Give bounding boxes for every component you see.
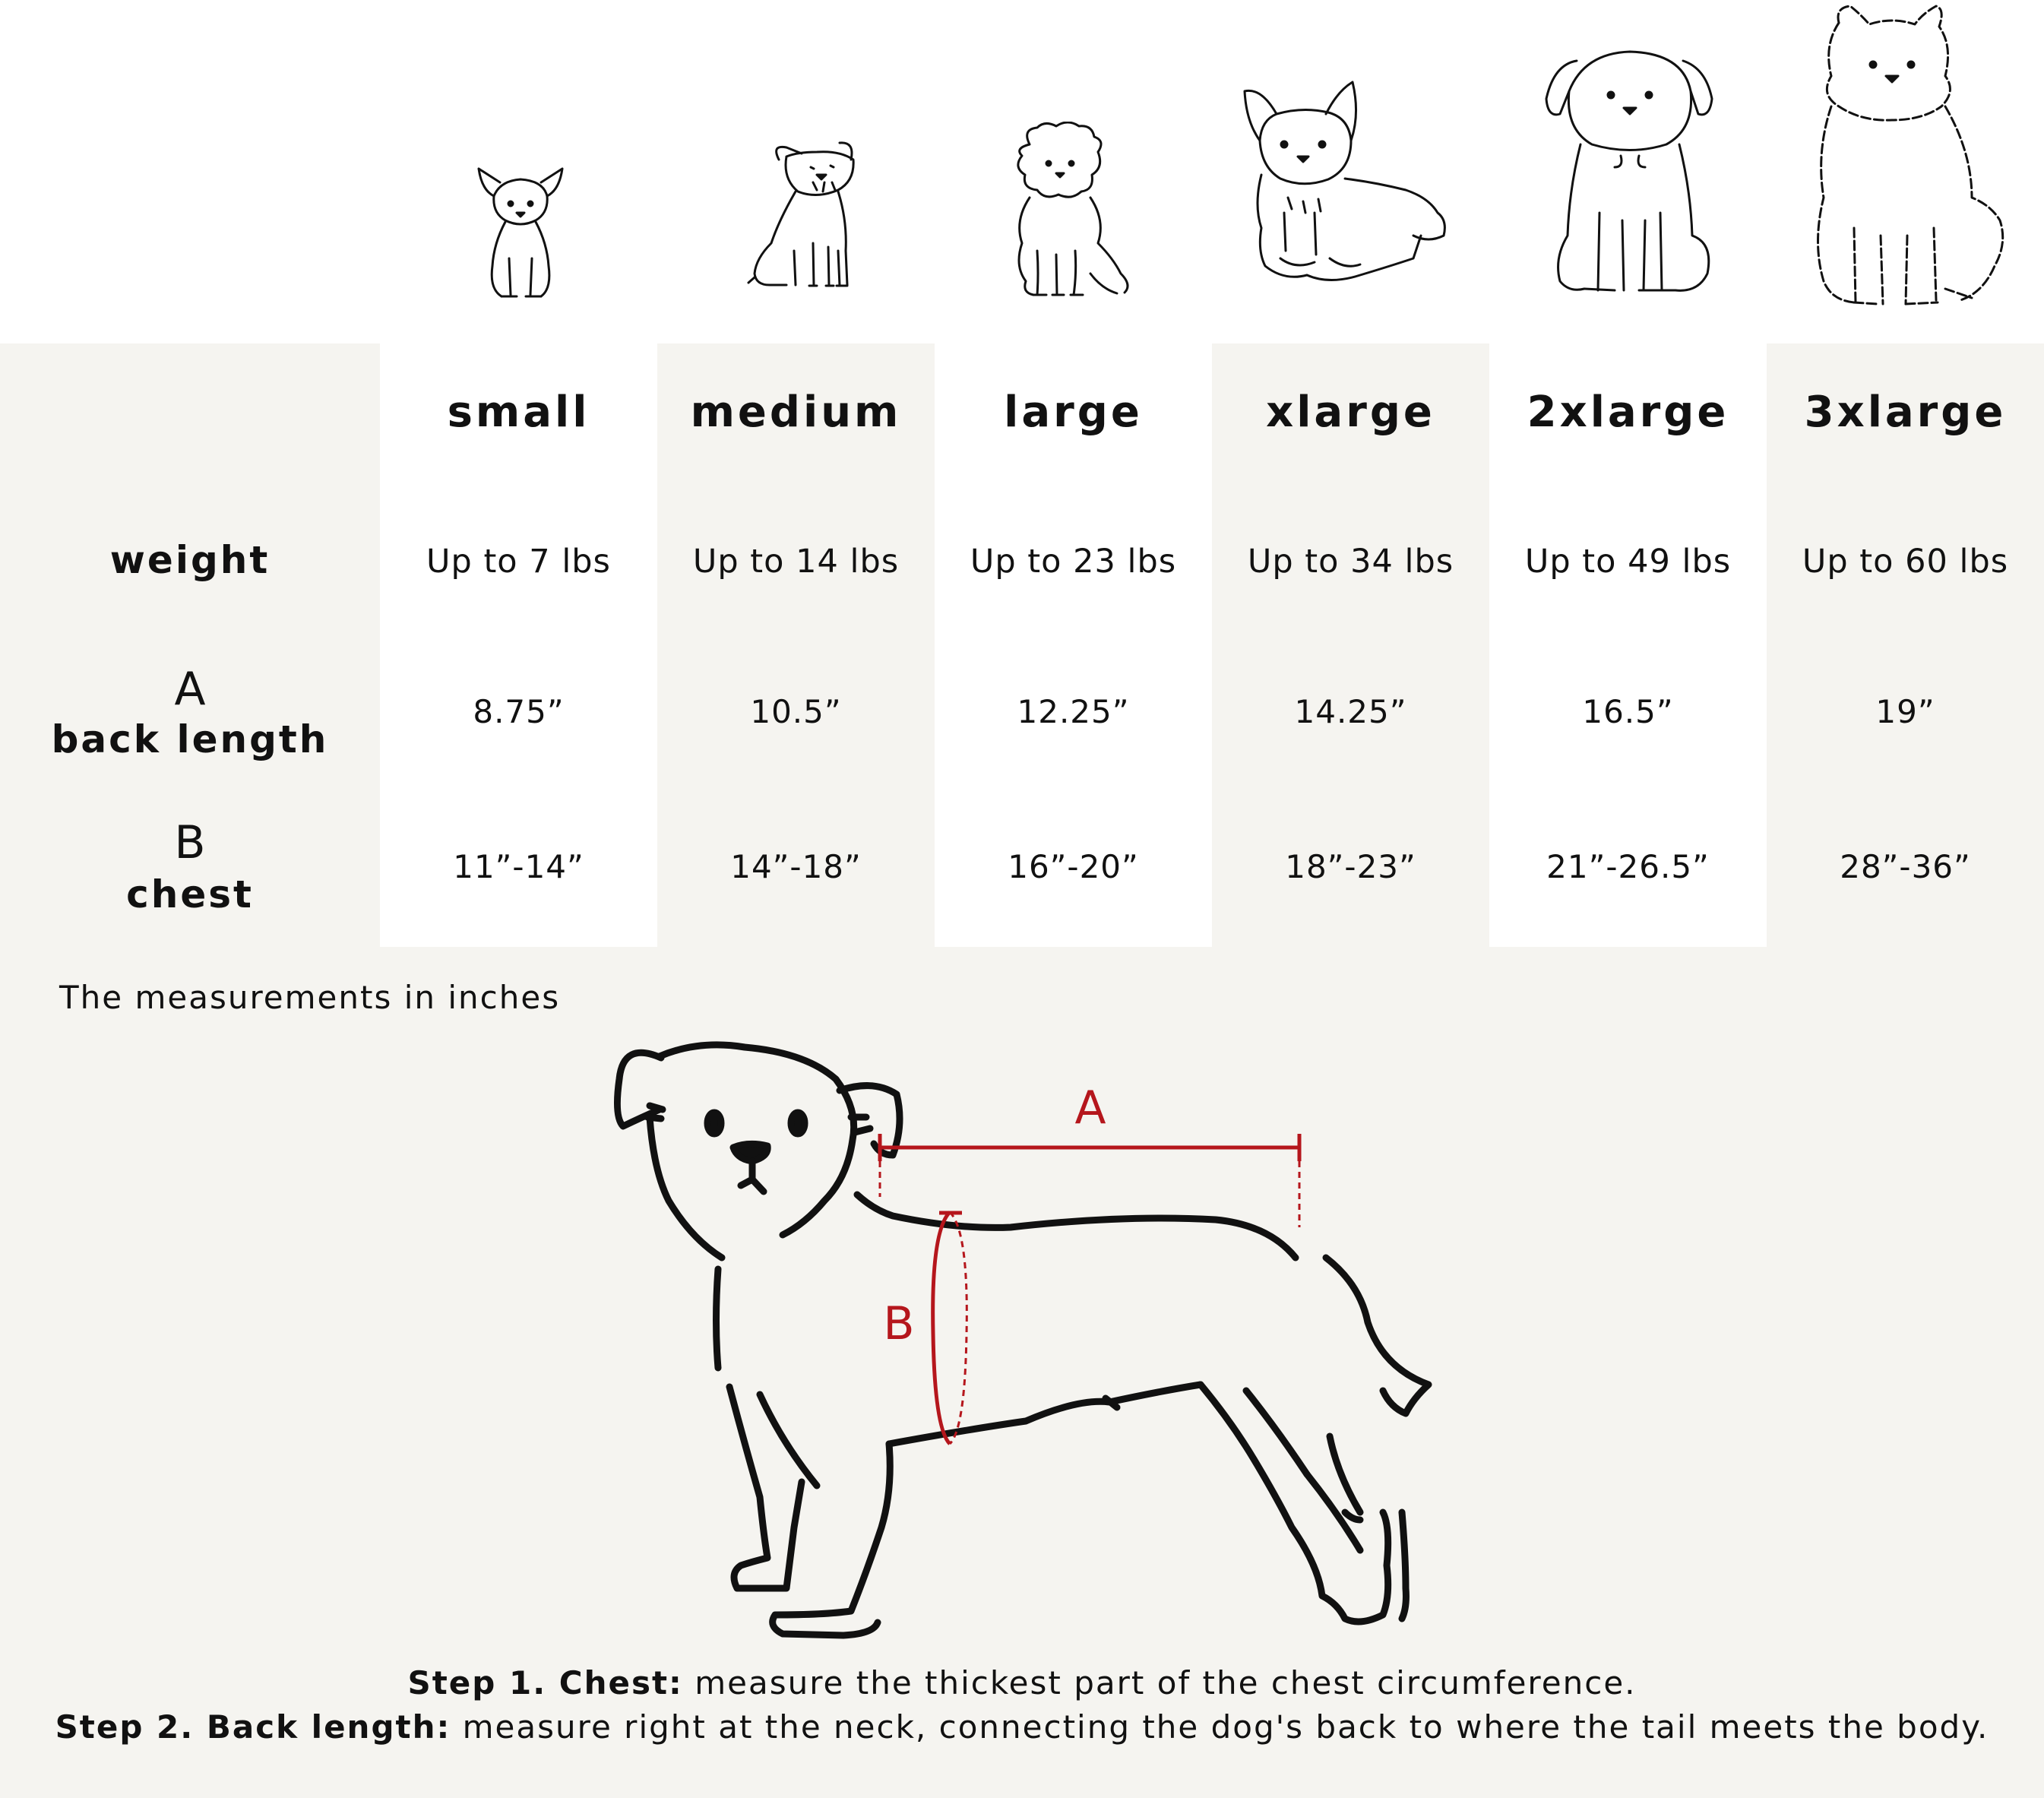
back-length-cell-small: 8.75” [473,693,565,730]
back-length-cell-large: 12.25” [1017,693,1130,730]
step-1-lead: Step 1. Chest: [407,1664,683,1701]
chest-cell-large: 16”-20” [1008,848,1139,885]
back-length-cell-2xlarge: 16.5” [1582,693,1674,730]
row-label-back-length: back length [51,717,329,761]
weight-cell-large: Up to 23 lbs [970,543,1177,581]
back-length-cell-3xlarge: 19” [1875,693,1935,730]
size-header-xlarge: xlarge [1266,388,1435,437]
measurements-note: The measurements in inches [59,979,561,1016]
chest-cell-medium: 14”-18” [730,848,862,885]
weight-cell-3xlarge: Up to 60 lbs [1802,543,2009,581]
weight-cell-xlarge: Up to 34 lbs [1247,543,1454,581]
step-2 [0,1708,2044,1746]
weight-cell-small: Up to 7 lbs [426,543,611,581]
chest-cell-small: 11”-14” [453,848,584,885]
step-1-text: measure the thickest part of the chest circumference. [682,1664,1637,1701]
weight-cell-2xlarge: Up to 49 lbs [1524,543,1732,581]
weight-cell-medium: Up to 14 lbs [692,543,900,581]
size-header-3xlarge: 3xlarge [1804,388,2007,437]
size-header-medium: medium [690,388,902,437]
row-label-chest: chest [126,872,254,916]
diagram-label-a: A [1074,1081,1106,1135]
row-letter-a: A [174,663,206,716]
diagram-label-b: B [883,1297,915,1350]
size-header-small: small [447,388,590,437]
measurement-guides [880,1134,1299,1444]
step-2-lead: Step 2. Back length: [55,1708,451,1746]
row-letter-b: B [174,816,206,869]
back-length-cell-xlarge: 14.25” [1294,693,1407,730]
chest-cell-xlarge: 18”-23” [1285,848,1416,885]
dog-outline-icon [617,1045,1429,1635]
chest-cell-2xlarge: 21”-26.5” [1546,848,1710,885]
chest-cell-3xlarge: 28”-36” [1840,848,1971,885]
step-1 [0,1664,2044,1701]
row-label-weight: weight [109,538,271,582]
size-header-2xlarge: 2xlarge [1527,388,1729,437]
size-header-large: large [1004,388,1143,437]
back-length-cell-medium: 10.5” [750,693,842,730]
step-2-text: measure right at the neck, connecting the dog's back to where the tail meets the body. [451,1708,1989,1746]
